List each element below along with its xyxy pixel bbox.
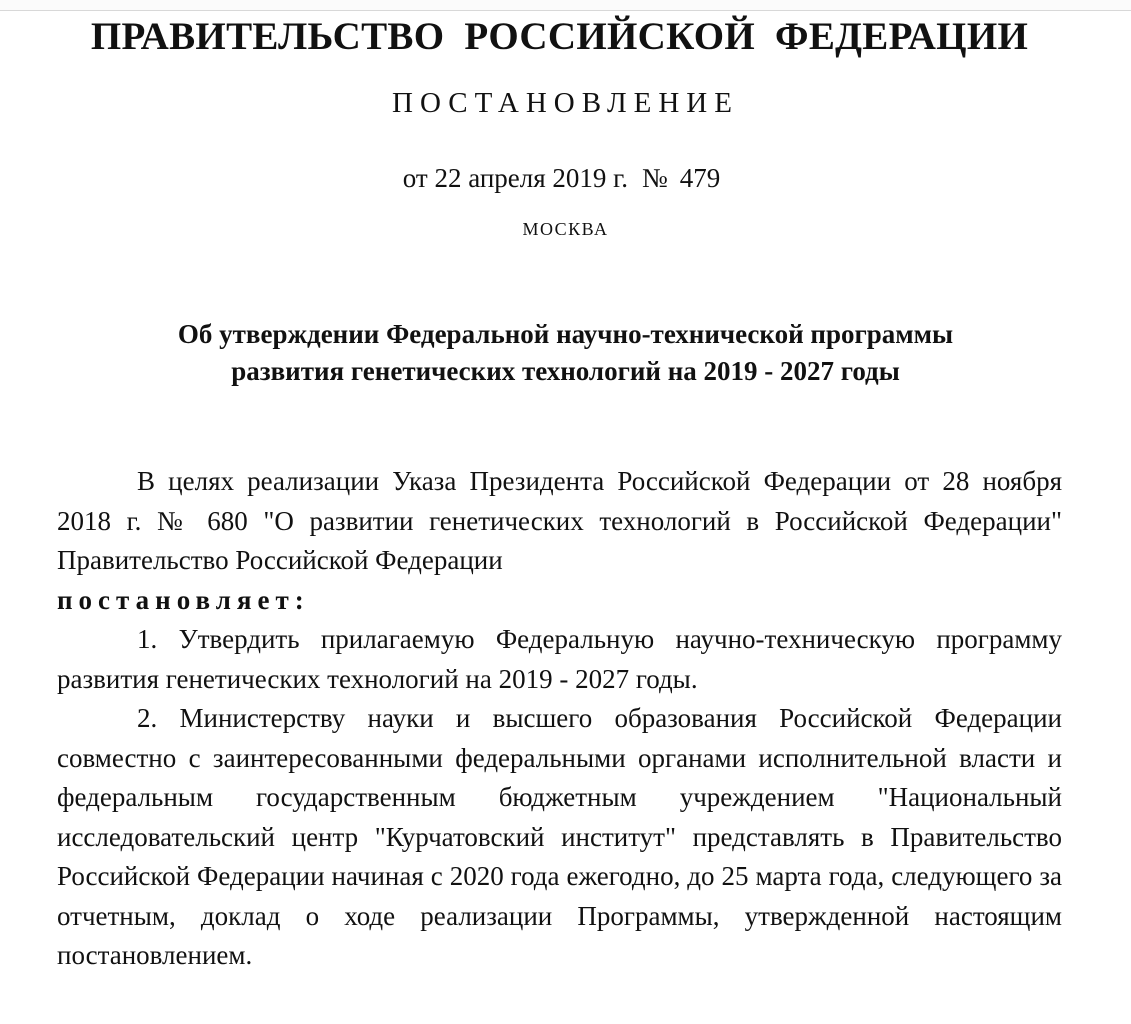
document-date-line xyxy=(0,158,1127,198)
subject-line-1: Об утверждении Федеральной научно-технической программы xyxy=(177,319,954,349)
government-title: ПРАВИТЕЛЬСТВО РОССИЙСКОЙ ФЕДЕРАЦИИ xyxy=(90,15,1029,58)
item-2-paragraph: 2. Министерству науки и высшего образования Российской Федерации совместно с заинтересованными федеральными органами исполнительной власти и федеральным государственным бюджетным учреждением "Национальный исследовательский центр "Курчатовский институт" представлять в Правительство Российской Федерации начиная с 2020 года ежегодно, до 25 марта года, следующего за отчетным, доклад о ходе реализации Программы, утвержденной настоящим постановлением. xyxy=(57,703,1062,970)
document-city: МОСКВА xyxy=(522,219,609,239)
document-number: 479 xyxy=(679,163,721,193)
document-type: ПОСТАНОВЛЕНИЕ xyxy=(392,87,739,119)
item-1-paragraph: 1. Утвердить прилагаемую Федеральную научно-техническую программу развития генетических технологий на 2019 - 2027 годы. xyxy=(57,624,1062,694)
document-body xyxy=(57,462,1062,976)
number-sign: № xyxy=(641,163,668,193)
document-date: от 22 апреля 2019 г. xyxy=(402,163,628,193)
document-subject xyxy=(0,316,1131,390)
decree-word: постановляет: xyxy=(57,584,310,615)
subject-line-2: развития генетических технологий на 2019 - 2027 годы xyxy=(231,356,900,386)
preamble-paragraph: В целях реализации Указа Президента Российской Федерации от 28 ноября 2018 г. № 680 "О развитии генетических технологий в Российской Федерации" Правительство Российской Федерации xyxy=(57,466,1062,575)
